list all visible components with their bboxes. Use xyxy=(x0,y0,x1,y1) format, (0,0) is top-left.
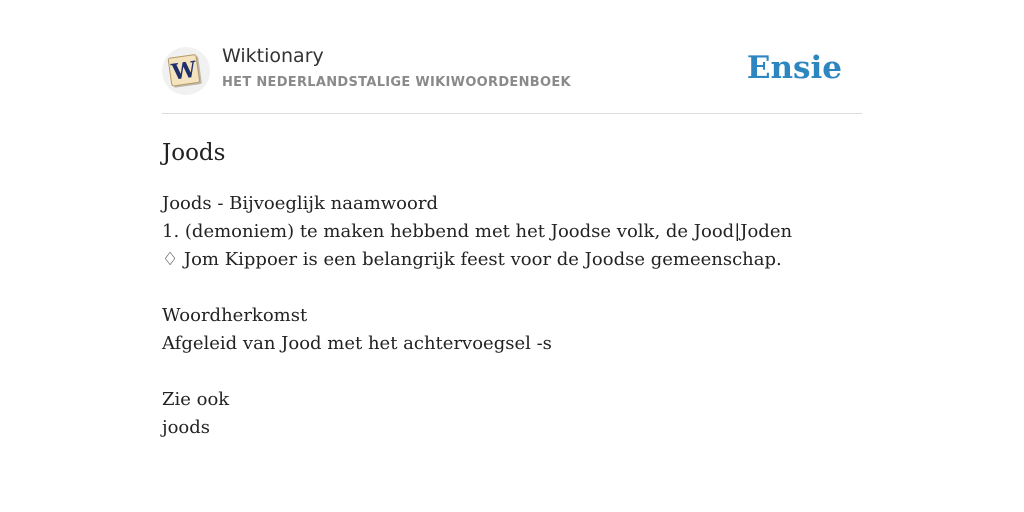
definition-heading: Joods - Bijvoeglijk naamwoord xyxy=(162,193,438,214)
spacer xyxy=(162,274,862,302)
entry-body xyxy=(162,190,862,442)
etymology-text: Afgeleid van Jood met het achtervoegsel -s xyxy=(162,333,552,354)
site-header xyxy=(162,0,862,114)
wiktionary-logo-icon[interactable] xyxy=(162,47,210,95)
logo-letter: W xyxy=(169,56,199,86)
see-also-heading: Zie ook xyxy=(162,389,230,410)
definition-sense: 1. (demoniem) te maken hebbend met het Joodse volk, de Jood|Joden xyxy=(162,221,793,242)
site-tagline: HET NEDERLANDSTALIGE WIKIWOORDENBOEK xyxy=(222,75,571,90)
etymology-heading: Woordherkomst xyxy=(162,305,308,326)
definition-example: ♢ Jom Kippoer is een belangrijk feest voor de Joodse gemeenschap. xyxy=(162,249,782,270)
ensie-brand-link[interactable]: Ensie xyxy=(746,50,842,86)
see-also-link[interactable]: joods xyxy=(162,417,211,438)
site-name[interactable]: Wiktionary xyxy=(222,45,324,67)
page-card xyxy=(162,0,862,512)
entry-content xyxy=(162,134,862,442)
spacer xyxy=(162,358,862,386)
page-title: Joods xyxy=(162,140,226,166)
